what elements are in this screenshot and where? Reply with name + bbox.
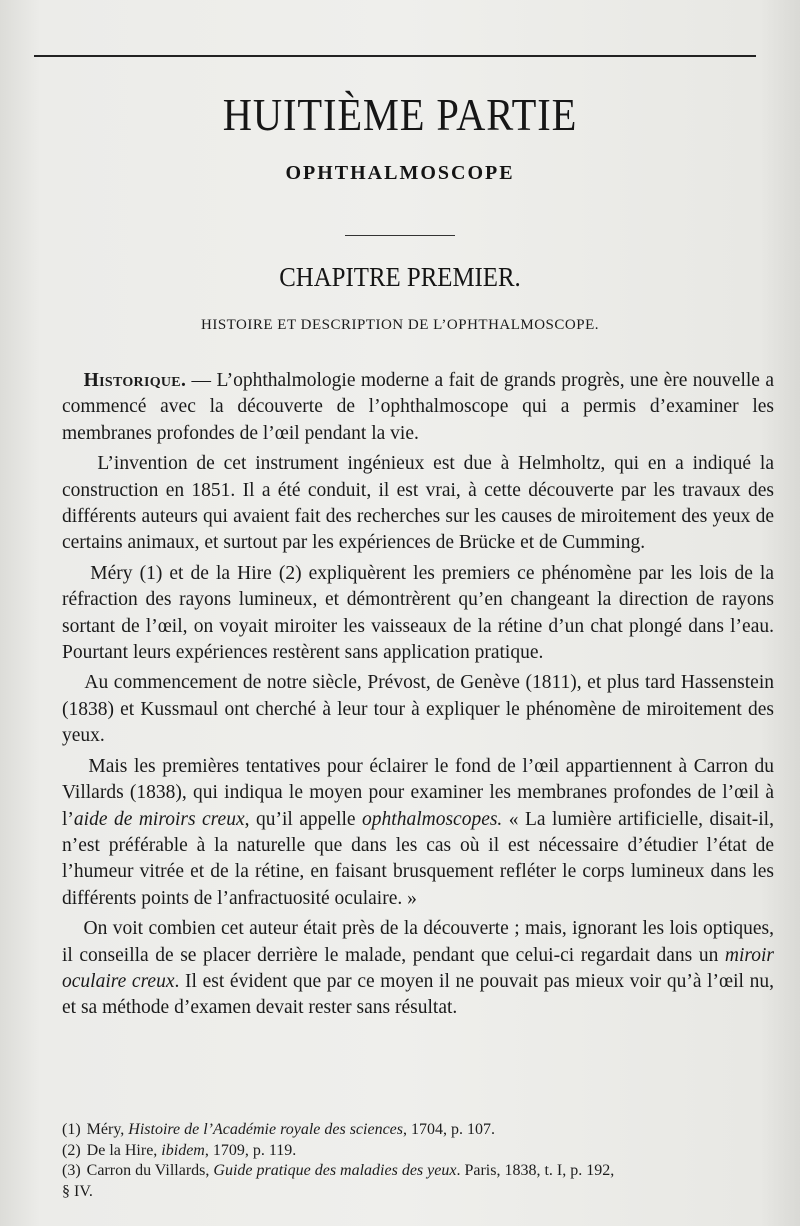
footnote-mark: (2) <box>62 1141 81 1159</box>
paragraph-commencement <box>62 670 774 749</box>
footnote-author: Carron du Villards, <box>86 1162 214 1179</box>
footnote-continuation: § IV. <box>62 1182 93 1200</box>
footnote-title: Guide pratique des maladies des yeux <box>213 1162 457 1179</box>
footnotes <box>48 1120 778 1202</box>
footnote-author: De la Hire, <box>86 1141 162 1159</box>
header-rule <box>34 55 756 57</box>
chapter-subtitle: HISTOIRE ET DESCRIPTION DE L’OPHTHALMOSCOPE. <box>201 317 599 333</box>
body-text <box>62 368 774 1026</box>
part-subtitle: OPHTHALMOSCOPE <box>285 162 515 184</box>
footnote-mark: (3) <box>62 1162 81 1179</box>
footnote <box>48 1120 778 1141</box>
paragraph-text: Au commencement de notre siècle, Prévost, de Genève (1811), et plus tard Hassenstein (1838) et Kussmaul ont cherché à leur tour à expliquer le phénomène de miroitement des yeux. <box>62 672 775 747</box>
paragraph-mery <box>62 561 774 667</box>
paragraph-invention <box>62 451 774 557</box>
footnote-reference: , 1704, p. 107. <box>403 1121 495 1138</box>
footnote <box>48 1161 778 1182</box>
paragraph-carron <box>62 754 774 912</box>
italic-term: miroir oculaire creux <box>62 944 774 992</box>
footnote-title: ibidem <box>161 1141 205 1159</box>
paragraph-text: . Il est évident que par ce moyen il ne pouvait pas mieux voir qu’à l’œil nu, et sa méthode d’examen devait rester sans résultat. <box>62 970 774 1019</box>
paragraph-text: Méry (1) et de la Hire (2) expliquèrent les premiers ce phénomène par les lois de la réfraction des rayons lumineux, et démontrèrent qu’en changeant la direction de rayons sortant de l’œil, on voyait miroiter les vaisseaux de la rétine d’un chat plongé dans l’eau. Pourtant leurs expériences restèrent sans application pratique. <box>62 562 774 664</box>
paragraph-text: — L’ophthalmologie moderne a fait de grands progrès, une ère nouvelle a commencé avec la découverte de l’ophthalmoscope qui a permis d’examiner les membranes profondes de l’œil pendant la vie. <box>62 370 774 444</box>
paragraph-text: Mais les premières tentatives pour éclairer le fond de l’œil appartiennent à Carron du Villards (1838), qui indiqua le moyen pour examiner les membranes profondes de l’œil à l’ <box>62 755 775 830</box>
italic-term: aide de miroirs creux <box>73 808 245 830</box>
footnote-title: Histoire de l’Académie royale des sciences <box>128 1121 403 1138</box>
italic-term: ophthalmoscopes. <box>362 808 503 830</box>
footnote-author: Méry, <box>86 1121 129 1138</box>
footnote-mark: (1) <box>62 1121 81 1138</box>
footnote <box>48 1141 778 1162</box>
footnote-reference: . Paris, 1838, t. I, p. 192, <box>456 1162 615 1179</box>
paragraph-text: , qu’il appelle <box>244 808 363 830</box>
chapter-title: CHAPITRE PREMIER. <box>279 262 521 292</box>
section-divider <box>345 235 455 236</box>
paragraph-historique <box>62 368 774 447</box>
paragraph-text: On voit combien cet auteur était près de la découverte ; mais, ignorant les lois optiques, il conseilla de se placer derrière le malade, pendant que celui-ci regardait dans un <box>62 918 775 966</box>
paragraph-text: « La lumière artificielle, disait-il, n’est préférable à la naturelle que dans les cas où il est nécessaire d’étudier l’état de l’humeur vitrée et de la rétine, en faisant brusquement refléter le corps lumineux dans les différents points de l’anfractuosité oculaire. » <box>62 808 774 909</box>
paragraph-conclusion <box>62 916 774 1022</box>
paragraph-lead: Historique. <box>83 370 187 391</box>
footnote-reference: , 1709, p. 119. <box>204 1141 297 1159</box>
part-title: HUITIÈME PARTIE <box>222 89 578 140</box>
paragraph-text: L’invention de cet instrument ingénieux est due à Helmholtz, qui en a indiqué la construction en 1851. Il a été conduit, il est vrai, à cette découverte par les travaux des différents auteurs qui avaient fait des recherches sur les causes de miroitement des yeux de certains animaux, et surtout par les expériences de Brücke et de Cumming. <box>62 453 774 554</box>
